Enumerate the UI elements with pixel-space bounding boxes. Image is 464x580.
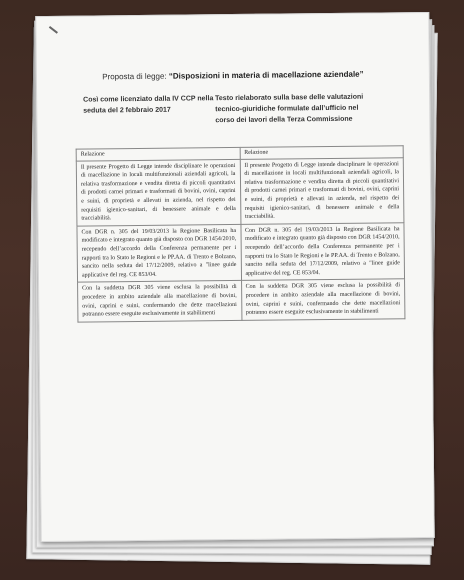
column-header-right: Testo rielaborato sulla base delle valutazioni tecnico-giuridiche formulate dall’ufficio nel corso dei lavori della Terza Commissione <box>215 93 364 125</box>
right-cell-2: Con DGR n. 305 del 19/03/2013 la Regione Basilicata ha modificato e integrato quanto già disposto con DGR 1454/2010, recependo dell’accordo della Conferenza permanente per i rapporti tra lo Stato le Regioni e le PP.AA. di Trento e Bolzano, sancito nella seduta del 17/12/2009, relativo a "linee guide applicative del reg. CE 853/04. <box>240 222 404 280</box>
comparison-table <box>76 145 406 322</box>
table-row <box>77 222 405 282</box>
title-main: “Disposizioni in materia di macellazione aziendale” <box>168 69 364 81</box>
left-cell-3: Con la suddetta DGR 305 viene esclusa la possibilità di procedere in ambito aziendale alla macellazione di bovini, ovini, caprini e suini, confermando che dette macellazioni potranno essere eseguite esclusivamente in stabilimenti <box>78 281 242 322</box>
table-head-right: Relazione <box>240 146 404 159</box>
left-cell-1: Il presente Progetto di Legge intende disciplinare le operazioni di macellazione in locali multifunzionali aziendali agricoli, la relativa trasformazione e vendita diretta di piccoli quantitativi di prodotti carnei primari e trasformati di bovini, ovini, caprini e suini, di proprietà e allevati in azienda, nel rispetto dei requisiti igienico-sanitari, di benessere animale e della tracciabilità. <box>76 159 240 226</box>
table-row <box>76 157 404 226</box>
title-prefix: Proposta di legge: <box>102 71 169 82</box>
table-head-left: Relazione <box>76 147 240 160</box>
right-cell-1: Il presente Progetto di Legge intende disciplinare le operazioni di macellazione in locali multifunzionali aziendali agricoli, la relativa trasformazione e vendita diretta di piccoli quantitativi di prodotti carnei primari e trasformati di bovini, ovini, caprini e suini, di proprietà e allevati in azienda, nel rispetto dei requisiti igienico-sanitari, di benessere animale e della tracciabilità. <box>240 157 404 224</box>
table-row <box>78 279 405 322</box>
left-cell-2: Con DGR n. 305 del 19/03/2013 la Regione Basilicata ha modificato e integrato quanto già disposto con DGR 1454/2010, recependo dell’accordo della Conferenza permanente per i rapporti tra lo Stato le Regioni e le PP.AA. di Trento e Bolzano, sancito nella seduta del 17/12/2009, relativo a "linee guide applicative del reg. CE 853/04. <box>77 224 241 282</box>
document-page <box>35 12 434 542</box>
staple <box>49 26 58 34</box>
right-cell-3: Con la suddetta DGR 305 viene esclusa la possibilità di procedere in ambito aziendale alla macellazione di bovini, ovini, caprini e suini, confermando che dette macellazioni potranno essere eseguite esclusivamente in stabilimenti <box>241 279 405 320</box>
column-header-left: Così come licenziato dalla IV CCP nella seduta del 2 febbraio 2017 <box>83 95 214 115</box>
document-title <box>37 69 429 82</box>
